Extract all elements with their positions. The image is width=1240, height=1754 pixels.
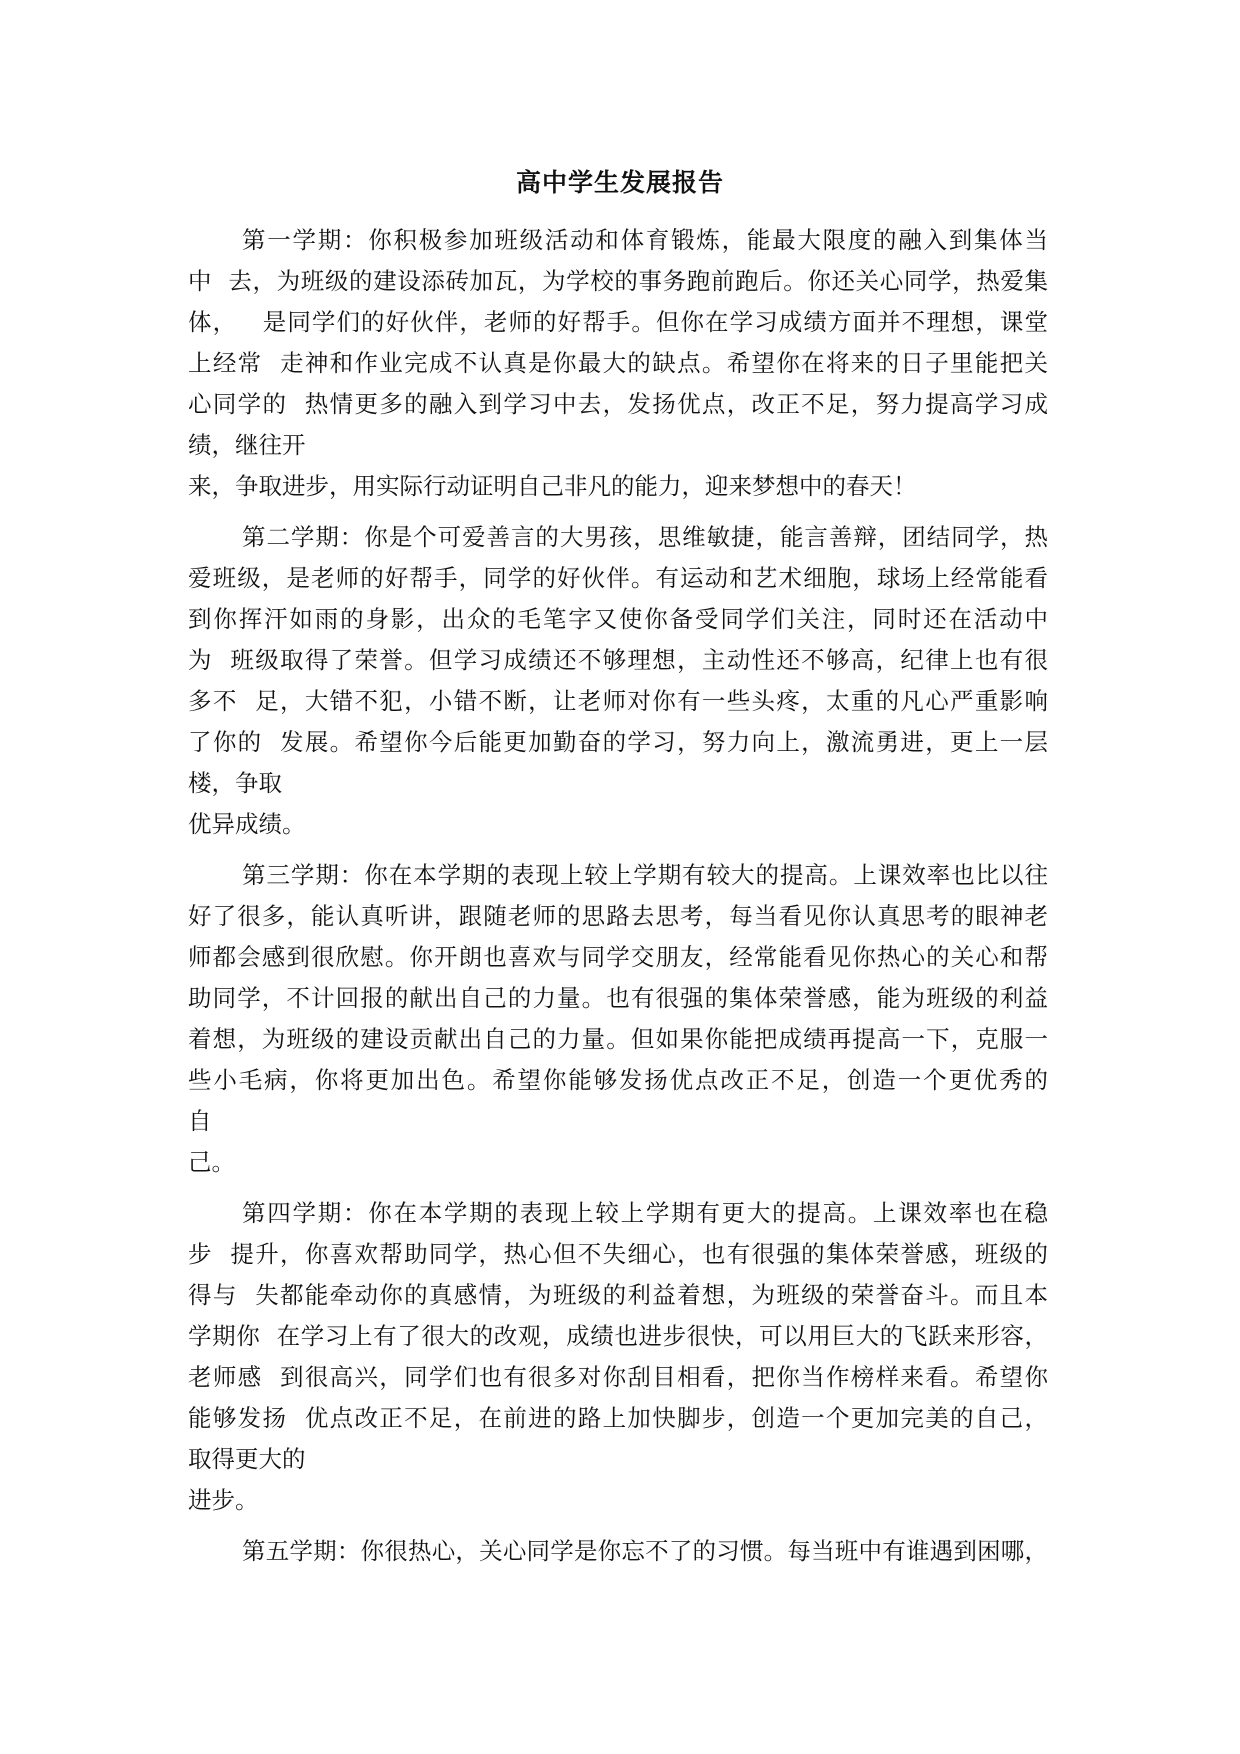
paragraph-line: 来，争取进步，用实际行动证明自己非凡的能力，迎来梦想中的春天！ <box>188 472 917 500</box>
paragraph-line: 得与 失都能牵动你的真感情，为班级的利益着想，为班级的荣誉奋斗。而且本 <box>188 1281 1048 1309</box>
paragraph-term-2 <box>188 517 1048 845</box>
paragraph-line: 到你挥汗如雨的身影，出众的毛笔字又使你备受同学们关注，同时还在活动中 <box>188 605 1048 633</box>
paragraph-line: 上经常 走神和作业完成不认真是你最大的缺点。希望你在将来的日子里能把关 <box>188 349 1048 377</box>
paragraph-line: 第三学期：你在本学期的表现上较上学期有较大的提高。上课效率也比以往 <box>242 861 1048 889</box>
paragraph-line: 中 去，为班级的建设添砖加瓦，为学校的事务跑前跑后。你还关心同学，热爱集 <box>188 267 1048 295</box>
paragraph-line: 爱班级，是老师的好帮手，同学的好伙伴。有运动和艺术细胞，球场上经常能看 <box>188 564 1048 592</box>
paragraph-line: 了你的 发展。希望你今后能更加勤奋的学习，努力向上，激流勇进，更上一层 <box>188 728 1048 756</box>
paragraph-line: 师都会感到很欣慰。你开朗也喜欢与同学交朋友，经常能看见你热心的关心和帮 <box>188 943 1048 971</box>
paragraph-line: 第四学期：你在本学期的表现上较上学期有更大的提高。上课效率也在稳 <box>242 1199 1048 1227</box>
document-title: 高中学生发展报告 <box>515 168 724 197</box>
paragraph-line: 取得更大的 <box>188 1445 306 1473</box>
paragraph-line: 第二学期：你是个可爱善言的大男孩，思维敏捷，能言善辩，团结同学，热 <box>242 523 1048 551</box>
paragraph-line: 自 <box>188 1107 212 1135</box>
document-body <box>188 220 1048 1582</box>
paragraph-line: 优异成绩。 <box>188 810 306 838</box>
paragraph-line: 多不 足，大错不犯，小错不断，让老师对你有一些头疼，太重的凡心严重影响 <box>188 687 1048 715</box>
paragraph-line: 步 提升，你喜欢帮助同学，热心但不失细心，也有很强的集体荣誉感，班级的 <box>188 1240 1048 1268</box>
paragraph-line: 老师感 到很高兴，同学们也有很多对你刮目相看，把你当作榜样来看。希望你 <box>188 1363 1048 1391</box>
paragraph-line: 绩，继往开 <box>188 431 306 459</box>
paragraph-line: 己。 <box>188 1148 235 1176</box>
paragraph-line: 助同学，不计回报的献出自己的力量。也有很强的集体荣誉感，能为班级的利益 <box>188 984 1048 1012</box>
paragraph-line: 为 班级取得了荣誉。但学习成绩还不够理想，主动性还不够高，纪律上也有很 <box>188 646 1048 674</box>
paragraph-term-4 <box>188 1193 1048 1521</box>
paragraph-line: 第五学期：你很热心，关心同学是你忘不了的习惯。每当班中有谁遇到困哪， <box>242 1537 1048 1565</box>
paragraph-term-5 <box>188 1531 1048 1572</box>
paragraph-line: 楼，争取 <box>188 769 282 797</box>
paragraph-line: 学期你 在学习上有了很大的改观，成绩也进步很快，可以用巨大的飞跃来形容， <box>188 1322 1048 1350</box>
paragraph-line: 进步。 <box>188 1486 259 1514</box>
paragraph-line: 好了很多，能认真听讲，跟随老师的思路去思考，每当看见你认真思考的眼神老 <box>188 902 1048 930</box>
paragraph-term-3 <box>188 855 1048 1183</box>
paragraph-line: 心同学的 热情更多的融入到学习中去，发扬优点，改正不足，努力提高学习成 <box>188 390 1048 418</box>
paragraph-line: 体， 是同学们的好伙伴，老师的好帮手。但你在学习成绩方面并不理想，课堂 <box>188 308 1048 336</box>
paragraph-line: 第一学期：你积极参加班级活动和体育锻炼，能最大限度的融入到集体当 <box>242 226 1048 254</box>
paragraph-term-1 <box>188 220 1048 507</box>
paragraph-line: 些小毛病，你将更加出色。希望你能够发扬优点改正不足，创造一个更优秀的 <box>188 1066 1048 1094</box>
paragraph-line: 着想，为班级的建设贡献出自己的力量。但如果你能把成绩再提高一下，克服一 <box>188 1025 1048 1053</box>
paragraph-line: 能够发扬 优点改正不足，在前进的路上加快脚步，创造一个更加完美的自己， <box>188 1404 1048 1432</box>
